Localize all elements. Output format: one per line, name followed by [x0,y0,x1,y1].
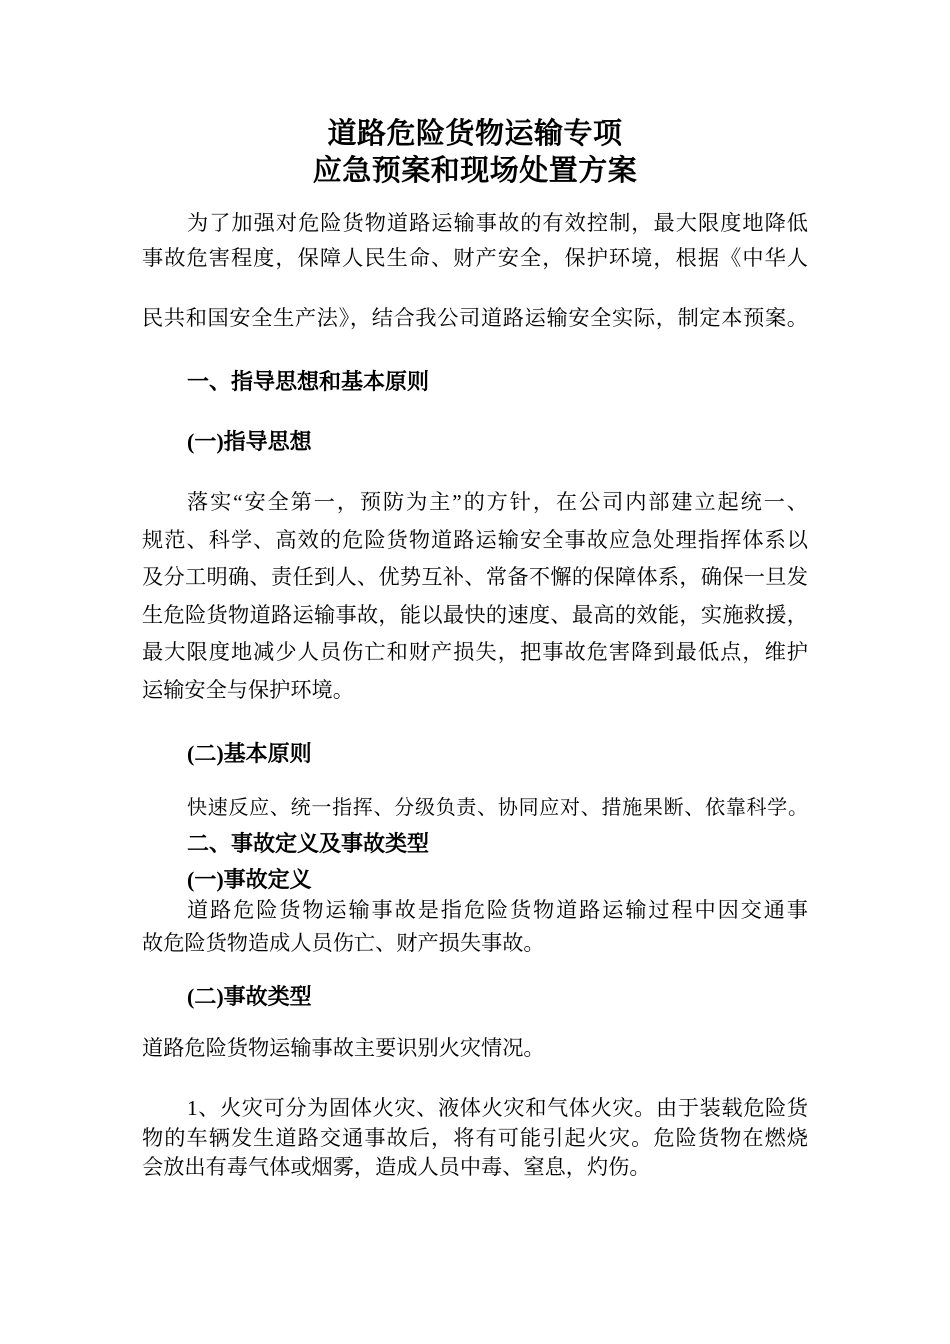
text-line: 故危险货物造成人员伤亡、财产损失事故。 [142,931,545,955]
accident-type-intro-paragraph [142,1033,808,1063]
text-line: 道路危险货物运输事故主要识别火灾情况。 [142,1036,545,1060]
text-line: 道路危险货物运输事故是指危险货物道路运输过程中因交通事 [187,898,808,922]
section2-sub1-heading: (一)事故定义 [187,867,312,892]
document-title [142,116,808,190]
text-line: 事故危害程度，保障人民生命、财产安全，保护环境，根据《中华人 [142,246,808,270]
accident-definition-paragraph [142,894,808,960]
text-line: 运输安全与保护环境。 [142,677,354,702]
intro-paragraph [142,206,808,336]
text-line: 民共和国安全生产法》，结合我公司道路运输安全实际，制定本预案。 [142,306,808,330]
text-line: 1、火灾可分为固体火灾、液体火灾和气体火灾。由于装载危险货 [187,1096,808,1120]
section1-heading: 一、指导思想和基本原则 [187,369,430,394]
text-line: 快速反应、统一指挥、分级负责、协同应对、措施果断、依靠科学。 [187,797,808,819]
text-line: 会放出有毒气体或烟雾，造成人员中毒、窒息，灼伤。 [142,1155,651,1179]
section1-sub1-heading: (一)指导思想 [187,429,312,454]
text-line: 最大限度地减少人员伤亡和财产损失，把事故危害降到最低点，维护 [142,640,808,664]
text-line: 及分工明确、责任到人、优势互补、常备不懈的保障体系，确保一旦发 [142,565,808,589]
section2-heading: 二、事故定义及事故类型 [187,831,430,856]
text-line: 物的车辆发生道路交通事故后，将有可能引起火灾。危险货物在燃烧 [142,1125,808,1150]
text-line: 规范、科学、高效的危险货物道路运输安全事故应急处理指挥体系以 [142,527,808,552]
section2-sub2-heading: (二)事故类型 [187,984,312,1009]
section1-sub2-heading: (二)基本原则 [187,741,312,766]
text-line: 为了加强对危险货物道路运输事故的有效控制，最大限度地降低 [187,211,808,235]
title-line-2: 应急预案和现场处置方案 [312,155,638,187]
text-line: 落实“安全第一，预防为主”的方针，在公司内部建立起统一、 [187,490,808,514]
text-line: 生危险货物道路运输事故，能以最快的速度、最高的效能，实施救援， [142,602,808,627]
guiding-ideology-paragraph [142,484,808,709]
fire-type-paragraph [142,1094,808,1183]
basic-principles-paragraph [142,793,808,823]
title-line-1: 道路危险货物运输专项 [327,118,623,150]
